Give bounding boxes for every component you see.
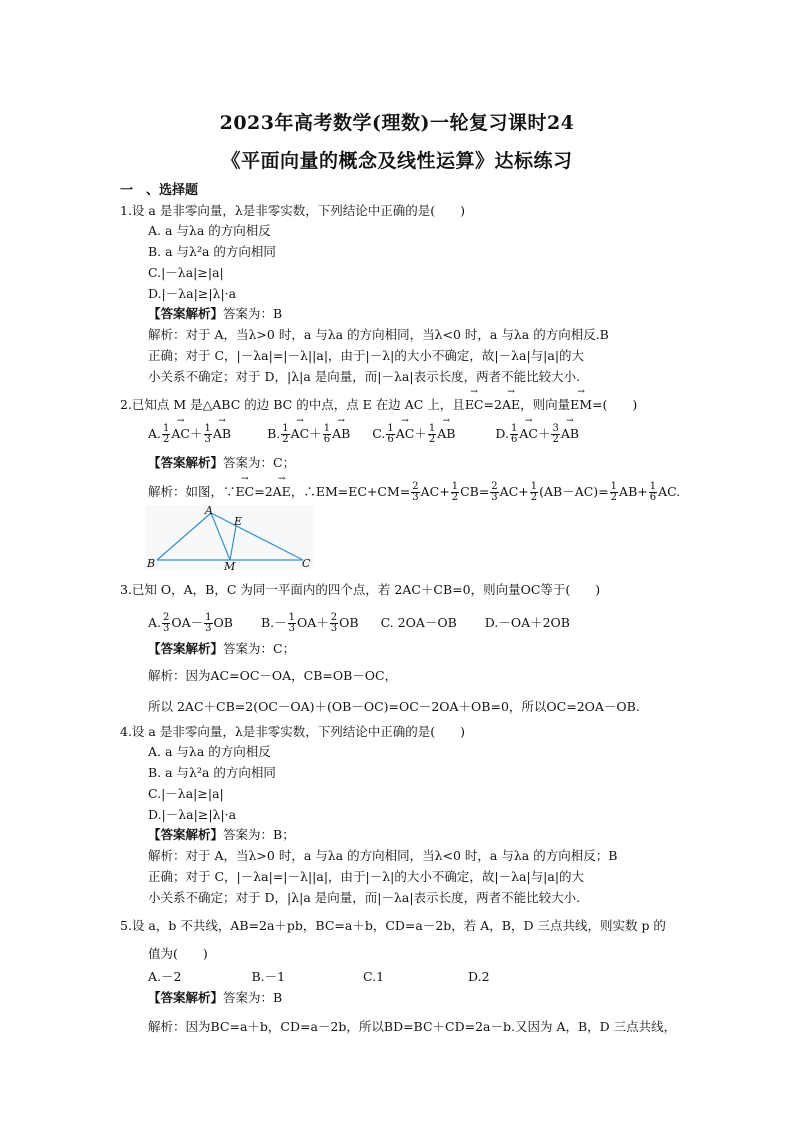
label-a: A [205, 505, 213, 517]
edge-ba [157, 513, 211, 560]
q1-stem: 1.设 a 是非零向量，λ是非零实数，下列结论中正确的是( ) [120, 203, 466, 218]
section-heading: 一 、选择题 [120, 183, 199, 198]
q5-options [148, 969, 490, 985]
q5-option-c: C.1 [363, 969, 385, 984]
q5-stem-line2: 值为( ) [148, 946, 208, 961]
q2-option-b: B. $\frac{1}{2}$ → AC＋ $\frac{1}{6}$ → AB [267, 426, 350, 441]
q1-option-c: C.|－λa|≥|a| [148, 265, 224, 280]
q3-options [148, 613, 570, 634]
q3-option-a: A. $\frac{2}{3}$ OA－ $\frac{1}{3}$ OB [148, 612, 233, 634]
q4-stem: 4.设 a 是非零向量，λ是非零实数，下列结论中正确的是( ) [120, 724, 466, 739]
q2-option-a: A. $\frac{1}{2}$ → AC＋ $\frac{1}{3}$ → AB [148, 426, 231, 441]
q4-explanation-line3: 小关系不确定；对于 D，|λ|a 是向量，而|－λa|表示长度，两者不能比较大小. [148, 890, 581, 905]
q3-option-c: C. 2OA－OB [380, 615, 457, 630]
q5-option-d: D.2 [468, 969, 490, 984]
triangle-figure [145, 505, 313, 570]
label-c: C [302, 557, 311, 570]
q5-option-a: A.－2 [148, 969, 182, 984]
q3-explanation-line2: 所以 2AC＋CB=2(OC－OA)＋(OB－OC)=OC－2OA＋OB=0，所以OC=2OA－OB. [148, 699, 640, 714]
segment-am [211, 513, 230, 560]
label-e: E [234, 515, 243, 528]
triangle-diagram [145, 505, 313, 570]
q1-option-d: D.|－λa|≥|λ|·a [148, 286, 237, 301]
q2-option-d: D. $\frac{1}{6}$ → AC＋ $\frac{3}{2}$ → AB [495, 426, 579, 441]
q5-option-b: B.－1 [251, 969, 286, 984]
q5-answer: 【答案解析】答案为：B [148, 990, 283, 1005]
q3-option-d: D.－OA＋2OB [484, 615, 570, 630]
q2-stem: 2.已知点 M 是△ABC 的边 BC 的中点，点 E 在边 AC 上，且→ EC=2→ AE，则向量→ EM=( ) [120, 397, 637, 413]
answer-tag: 【答案解析】 [148, 306, 224, 321]
q3-stem: 3.已知 O，A，B，C 为同一平面内的四个点，若 2AC＋CB=0，则向量OC等于( ) [120, 582, 601, 597]
segment-me [230, 526, 236, 560]
q4-option-c: C.|－λa|≥|a| [148, 786, 224, 801]
q4-option-a: A. a 与λa 的方向相反 [148, 744, 271, 759]
q5-explanation-line1: 解析：因为BC=a＋b，CD=a－2b，所以BD=BC＋CD=2a－b.又因为 A，B，D 三点共线， [148, 1019, 677, 1034]
q1-explanation-line1: 解析：对于 A，当λ>0 时，a 与λa 的方向相同，当λ<0 时，a 与λa 的方向相反.B [148, 327, 609, 342]
q2-option-c: C. $\frac{1}{6}$ → AC＋ $\frac{1}{2}$ → AB [372, 426, 455, 441]
document-subtitle: 《平面向量的概念及线性运算》达标练习 [221, 150, 573, 172]
answer-text: 答案为：B [223, 306, 283, 321]
q4-explanation-line1: 解析：对于 A，当λ>0 时，a 与λa 的方向相同，当λ<0 时，a 与λa 的方向相反；B [148, 848, 618, 863]
q1-answer [148, 306, 282, 322]
q1-explanation-line3: 小关系不确定；对于 D，|λ|a 是向量，而|－λa|表示长度，两者不能比较大小. [148, 369, 581, 384]
q1-explanation-line2: 正确；对于 C，|－λa|=|－λ||a|，由于|－λ|的大小不确定，故|－λa|与|a|的大 [148, 348, 585, 363]
q5-stem-line1: 5.设 a，b 不共线，AB=2a＋pb，BC=a＋b，CD=a－2b，若 A，B，D 三点共线，则实数 p 的 [120, 918, 666, 933]
q2-explanation: 解析：如图，∵→ EC=2→ AE，∴EM=EC+CM= $\frac{2}{3}$ AC+ $\frac{1}{2}$ CB= $\frac{2}{3}$ AC+ $\frac{1}{2}$ (AB－AC)= $\frac{1}{2}$ AB+ $\frac{1}{6}$ AC. [148, 482, 680, 503]
q4-option-b: B. a 与λ²a 的方向相同 [148, 765, 276, 780]
q2-answer: 【答案解析】答案为：C； [148, 455, 296, 470]
q4-answer: 【答案解析】答案为：B； [148, 827, 295, 842]
q3-explanation-line1: 解析：因为AC=OC－OA，CB=OB－OC， [148, 668, 398, 683]
edge-ac [211, 513, 303, 560]
q3-option-b: B.－ $\frac{1}{3}$ OA＋ $\frac{2}{3}$ OB [260, 612, 359, 634]
q4-explanation-line2: 正确；对于 C，|－λa|=|－λ||a|，由于|－λ|的大小不确定，故|－λa|与|a|的大 [148, 869, 585, 884]
q4-option-d: D.|－λa|≥|λ|·a [148, 807, 237, 822]
label-b: B [147, 557, 156, 570]
q2-options [148, 424, 579, 445]
document-title: 2023年高考数学(理数)一轮复习课时24 [219, 112, 575, 134]
q3-answer: 【答案解析】答案为：C； [148, 641, 296, 656]
label-m: M [224, 560, 236, 570]
q1-option-b: B. a 与λ²a 的方向相同 [148, 244, 276, 259]
q1-option-a: A. a 与λa 的方向相反 [148, 223, 271, 238]
